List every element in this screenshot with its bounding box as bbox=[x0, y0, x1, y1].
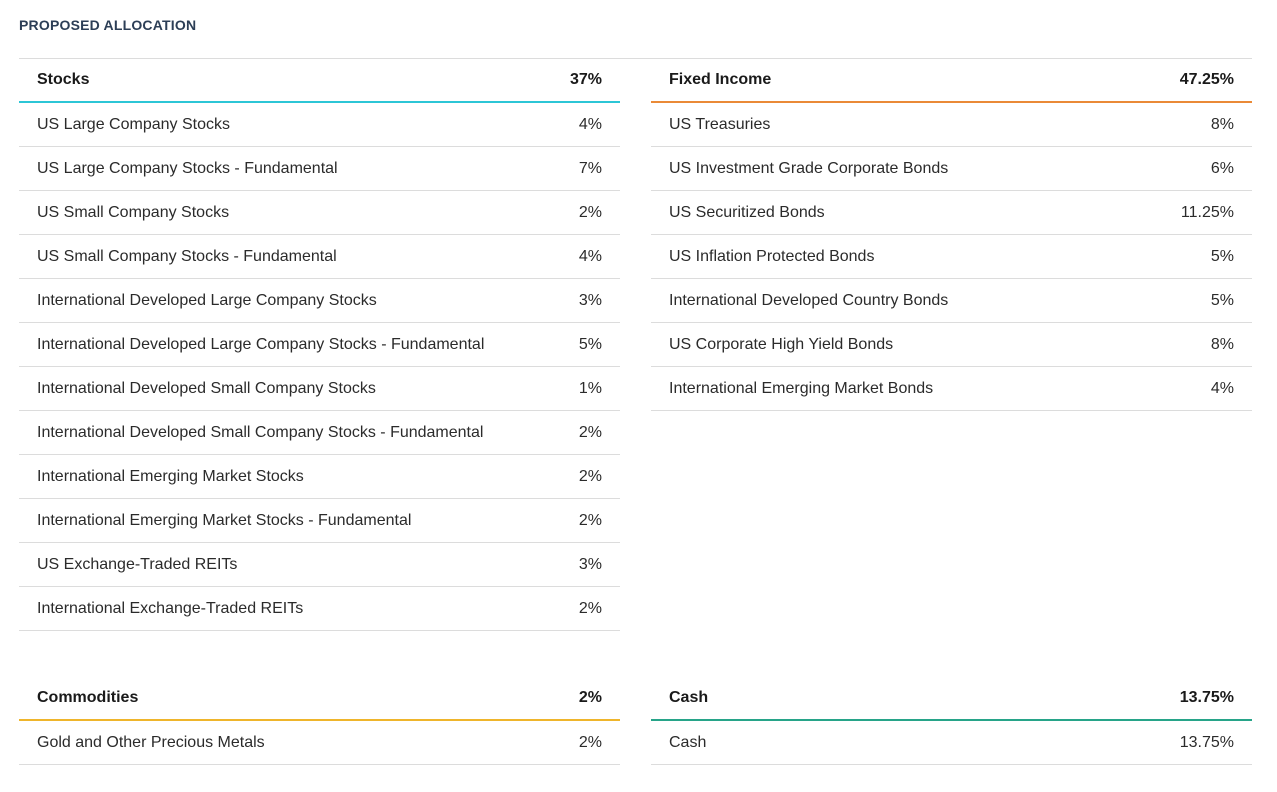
cash-total: 13.75% bbox=[1179, 689, 1234, 706]
fixed-income-row bbox=[651, 367, 1252, 411]
asset-value: 11.25% bbox=[1180, 203, 1234, 221]
stocks-header bbox=[19, 59, 620, 103]
fixed-income-row bbox=[651, 147, 1252, 191]
asset-name: International Developed Large Company Stocks bbox=[37, 291, 377, 309]
commodities-total: 2% bbox=[578, 689, 602, 706]
stocks-row bbox=[19, 235, 620, 279]
asset-value: 8% bbox=[1210, 335, 1234, 353]
asset-name: International Developed Large Company Stocks - Fundamental bbox=[37, 335, 485, 353]
fixed-income-row bbox=[651, 279, 1252, 323]
asset-name: US Large Company Stocks bbox=[37, 115, 230, 133]
asset-name: International Exchange-Traded REITs bbox=[37, 599, 304, 617]
asset-value: 2% bbox=[578, 423, 602, 441]
asset-name: US Securitized Bonds bbox=[669, 203, 825, 221]
asset-value: 4% bbox=[578, 247, 602, 265]
asset-name: US Corporate High Yield Bonds bbox=[669, 335, 894, 353]
fixed-income-row bbox=[651, 323, 1252, 367]
asset-value: 13.75% bbox=[1179, 733, 1234, 751]
asset-name: US Investment Grade Corporate Bonds bbox=[669, 159, 949, 177]
asset-name: US Treasuries bbox=[669, 115, 771, 133]
commodities-panel bbox=[19, 677, 620, 765]
fixed-income-label: Fixed Income bbox=[669, 71, 772, 88]
page-title: PROPOSED ALLOCATION bbox=[19, 17, 197, 33]
cash-label: Cash bbox=[669, 689, 709, 706]
fixed-income-total: 47.25% bbox=[1179, 71, 1234, 88]
asset-value: 3% bbox=[578, 555, 602, 573]
stocks-row bbox=[19, 191, 620, 235]
asset-value: 1% bbox=[578, 379, 602, 397]
asset-name: Cash bbox=[669, 733, 707, 751]
asset-value: 4% bbox=[578, 115, 602, 133]
asset-value: 5% bbox=[1210, 247, 1234, 265]
cash-header bbox=[651, 677, 1252, 721]
asset-name: US Inflation Protected Bonds bbox=[669, 247, 875, 265]
stocks-total: 37% bbox=[569, 71, 602, 88]
fixed-income-row bbox=[651, 235, 1252, 279]
asset-value: 3% bbox=[578, 291, 602, 309]
asset-name: International Emerging Market Bonds bbox=[669, 379, 934, 397]
asset-name: International Developed Small Company Stocks bbox=[37, 379, 376, 397]
cash-row bbox=[651, 721, 1252, 765]
asset-value: 6% bbox=[1210, 159, 1234, 177]
asset-name: International Developed Country Bonds bbox=[669, 291, 949, 309]
asset-value: 4% bbox=[1210, 379, 1234, 397]
asset-value: 7% bbox=[578, 159, 602, 177]
fixed-income-panel bbox=[651, 59, 1252, 411]
asset-value: 2% bbox=[578, 467, 602, 485]
fixed-income-row bbox=[651, 103, 1252, 147]
cash-panel bbox=[651, 677, 1252, 765]
stocks-row bbox=[19, 499, 620, 543]
stocks-row bbox=[19, 147, 620, 191]
fixed-income-row bbox=[651, 191, 1252, 235]
stocks-row bbox=[19, 587, 620, 631]
asset-value: 2% bbox=[578, 511, 602, 529]
stocks-row bbox=[19, 411, 620, 455]
asset-name: International Developed Small Company Stocks - Fundamental bbox=[37, 423, 484, 441]
asset-value: 2% bbox=[578, 599, 602, 617]
commodities-label: Commodities bbox=[37, 689, 139, 706]
stocks-row bbox=[19, 367, 620, 411]
fixed-income-header bbox=[651, 59, 1252, 103]
commodities-row bbox=[19, 721, 620, 765]
commodities-header bbox=[19, 677, 620, 721]
asset-name: International Emerging Market Stocks bbox=[37, 467, 304, 485]
asset-name: US Small Company Stocks bbox=[37, 203, 230, 221]
stocks-row bbox=[19, 103, 620, 147]
asset-name: International Emerging Market Stocks - Fundamental bbox=[37, 511, 412, 529]
asset-value: 2% bbox=[578, 203, 602, 221]
asset-value: 2% bbox=[578, 733, 602, 751]
stocks-panel bbox=[19, 59, 620, 631]
stocks-row bbox=[19, 323, 620, 367]
asset-name: US Exchange-Traded REITs bbox=[37, 555, 238, 573]
stocks-row bbox=[19, 543, 620, 587]
stocks-label: Stocks bbox=[37, 71, 90, 88]
stocks-row bbox=[19, 455, 620, 499]
stocks-row bbox=[19, 279, 620, 323]
asset-value: 5% bbox=[1210, 291, 1234, 309]
asset-name: US Large Company Stocks - Fundamental bbox=[37, 159, 338, 177]
asset-value: 5% bbox=[578, 335, 602, 353]
asset-name: Gold and Other Precious Metals bbox=[37, 733, 265, 751]
asset-value: 8% bbox=[1210, 115, 1234, 133]
asset-name: US Small Company Stocks - Fundamental bbox=[37, 247, 337, 265]
